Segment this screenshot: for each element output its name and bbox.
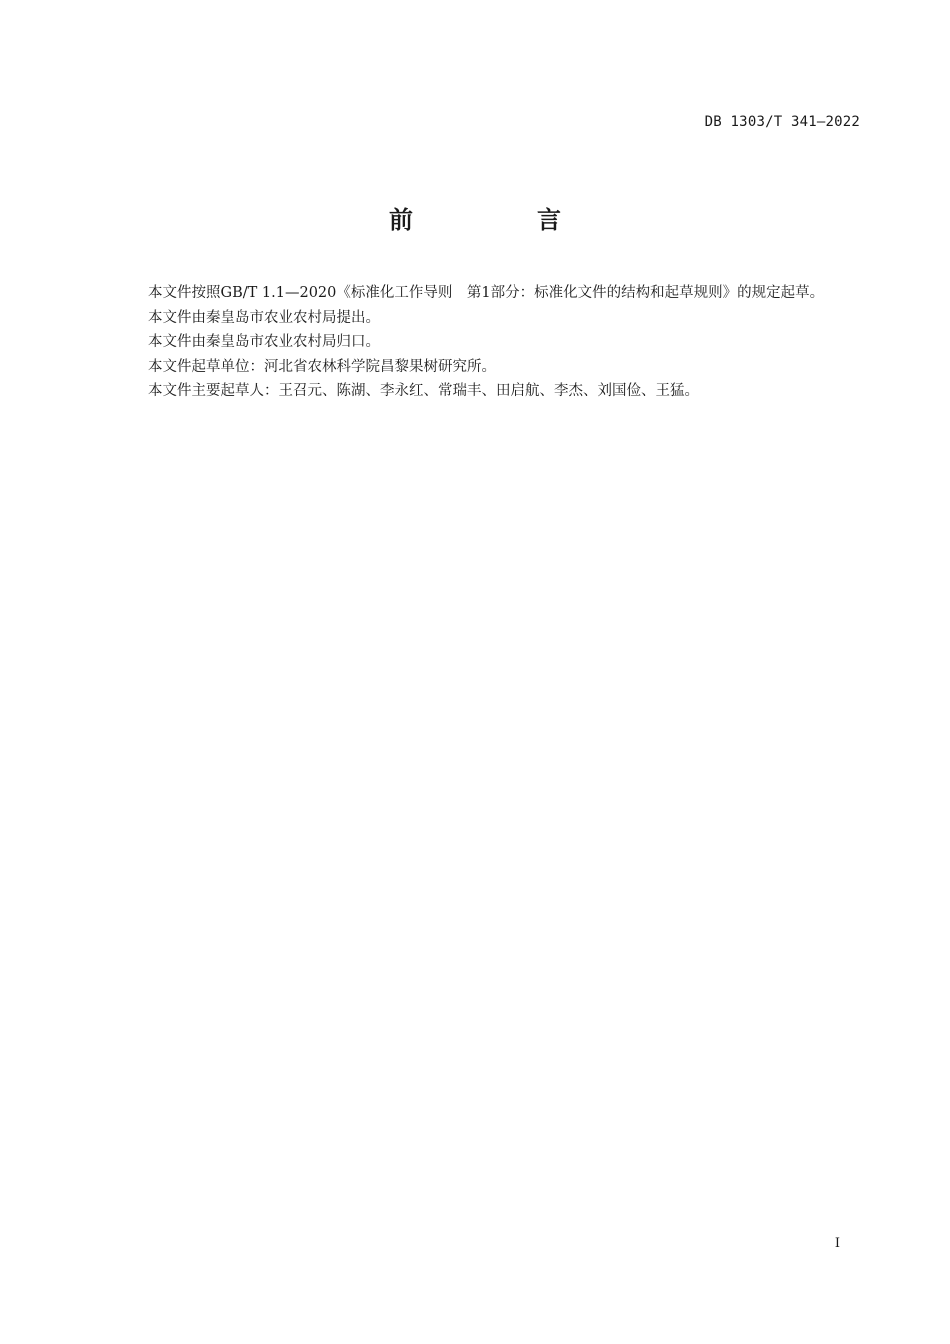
paragraph-drafting-basis: 本文件按照GB/T 1.1—2020《标准化工作导则 第1部分：标准化文件的结构和起草规则》的规定起草。 (148, 285, 825, 301)
paragraph-proposer: 本文件由秦皇岛市农业农村局提出。 (148, 309, 380, 326)
paragraph-administrator: 本文件由秦皇岛市农业农村局归口。 (148, 334, 380, 350)
paragraph-drafters: 本文件主要起草人：王召元、陈湖、李永红、常瑞丰、田启航、李杰、刘国俭、王猛。 (148, 383, 699, 399)
foreword-body (112, 281, 860, 404)
document-code: DB 1303/T 341—2022 (704, 114, 860, 130)
page-number: I (834, 1236, 840, 1251)
page-title: 前 言 (389, 206, 611, 234)
paragraph-drafting-unit: 本文件起草单位：河北省农林科学院昌黎果树研究所。 (148, 358, 496, 375)
